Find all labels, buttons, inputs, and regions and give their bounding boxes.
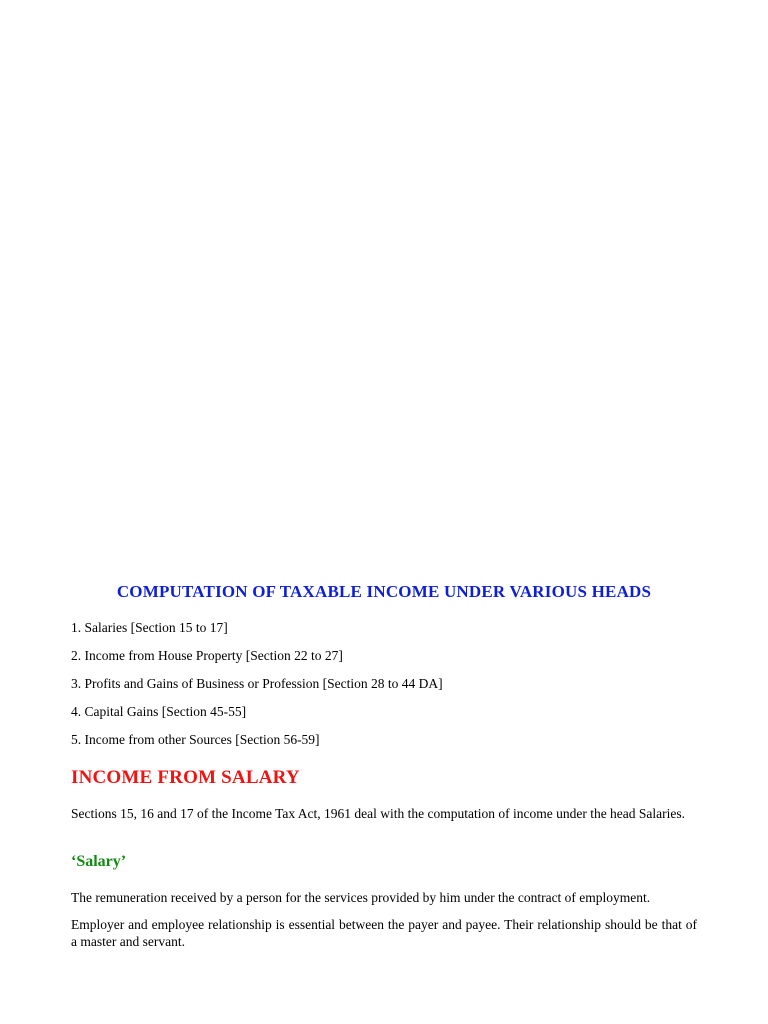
- sub-heading: ‘Salary’: [71, 853, 127, 870]
- salary-definition-paragraph: The remuneration received by a person for the services provided by him under the contract of employment.: [71, 890, 651, 905]
- relationship-paragraph: Employer and employee relationship is essential between the payer and payee. Their relationship should be that of a master and servant.: [71, 917, 697, 949]
- list-item: 5. Income from other Sources [Section 56-59]: [71, 732, 320, 747]
- list-item: 1. Salaries [Section 15 to 17]: [71, 620, 228, 635]
- section-intro-paragraph: Sections 15, 16 and 17 of the Income Tax Act, 1961 deal with the computation of income under the head Salaries.: [71, 806, 686, 821]
- list-item: 2. Income from House Property [Section 22 to 27]: [71, 648, 343, 663]
- list-item: 4. Capital Gains [Section 45-55]: [71, 704, 247, 719]
- list-item: 3. Profits and Gains of Business or Profession [Section 28 to 44 DA]: [71, 676, 443, 691]
- income-heads-list: [71, 619, 443, 759]
- section-heading: INCOME FROM SALARY: [71, 767, 300, 788]
- main-heading: COMPUTATION OF TAXABLE INCOME UNDER VARIOUS HEADS: [116, 582, 652, 601]
